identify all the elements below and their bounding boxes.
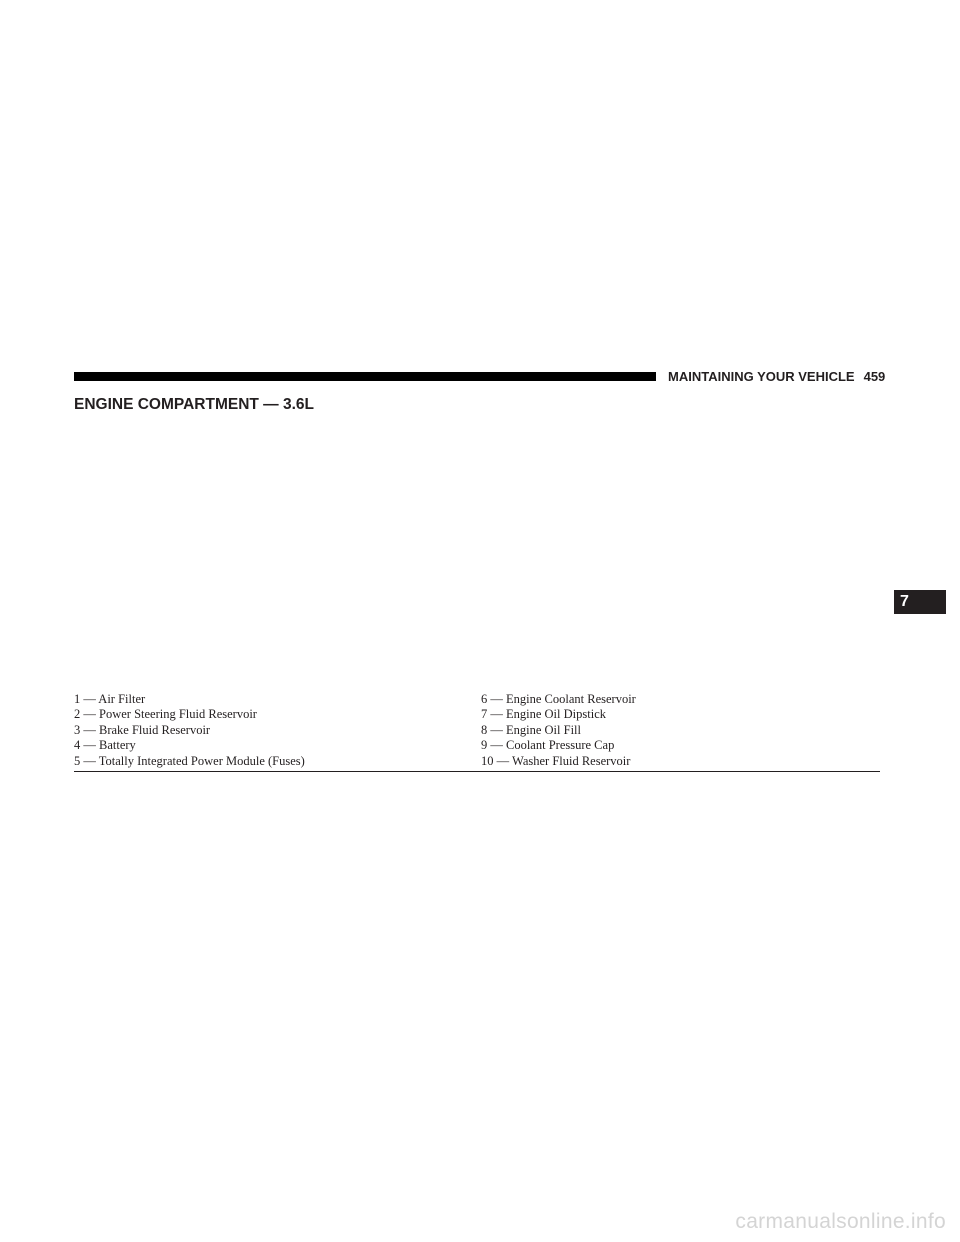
legend-item: 8 — Engine Oil Fill (481, 722, 581, 737)
legend-item: 3 — Brake Fluid Reservoir (74, 722, 211, 737)
legend-item: 6 — Engine Coolant Reservoir (481, 692, 636, 706)
legend-item: 5 — Totally Integrated Power Module (Fuses) (74, 753, 305, 768)
header-rule (74, 372, 656, 381)
section-title: ENGINE COMPARTMENT — 3.6L (74, 396, 314, 413)
legend-item: 1 — Air Filter (74, 692, 146, 706)
legend-item: 2 — Power Steering Fluid Reservoir (74, 707, 257, 722)
chapter-number: 7 (900, 593, 909, 610)
legend-item: 7 — Engine Oil Dipstick (481, 707, 606, 722)
watermark: carmanualsonline.info (735, 1210, 946, 1233)
legend-item: 10 — Washer Fluid Reservoir (481, 753, 631, 768)
chapter-tab (894, 590, 946, 614)
engine-compartment-figure (74, 420, 880, 688)
legend-item: 9 — Coolant Pressure Cap (481, 738, 615, 753)
figure-legend-right (481, 692, 636, 769)
page-number: 459 (863, 369, 886, 384)
legend-item: 4 — Battery (74, 738, 136, 753)
figure-legend-left (74, 692, 305, 769)
running-header (668, 368, 885, 386)
legend-divider (74, 771, 880, 772)
header-section-title: MAINTAINING YOUR VEHICLE (668, 369, 855, 384)
